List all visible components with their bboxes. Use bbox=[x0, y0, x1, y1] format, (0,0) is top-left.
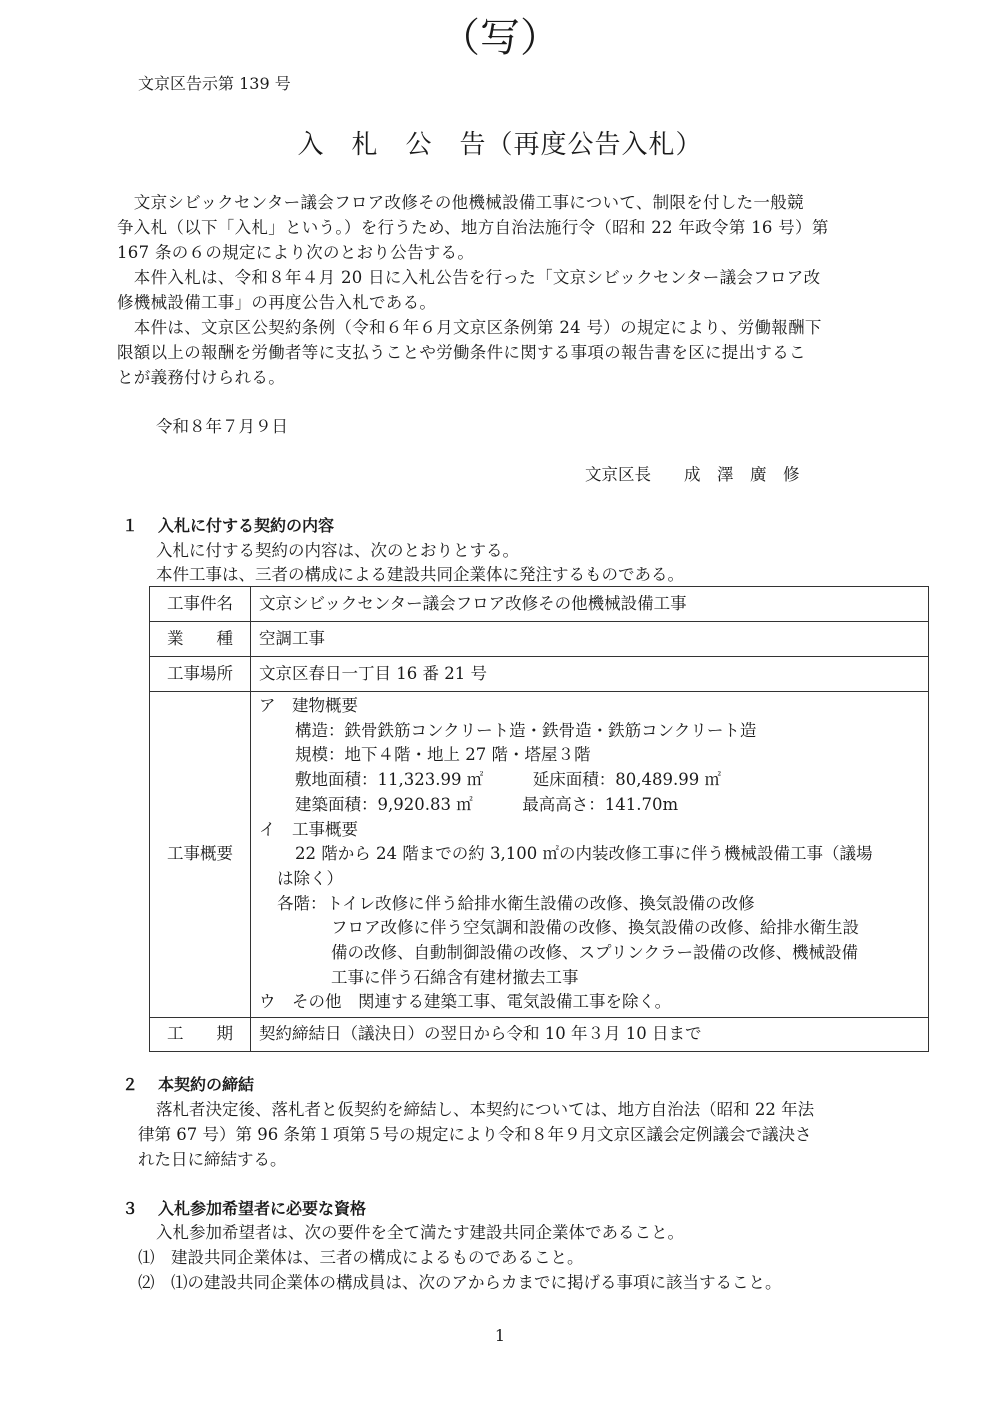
table-row bbox=[150, 622, 929, 657]
table-label: 業 種 bbox=[150, 622, 251, 657]
document-title: 入 札 公 告（再度公告入札） bbox=[297, 130, 703, 160]
overview-line: 備の改修、自動制御設備の改修、スプリンクラー設備の改修、機械設備 bbox=[331, 943, 859, 963]
table-row bbox=[150, 657, 929, 692]
overview-line: は除く） bbox=[277, 868, 343, 888]
section-1-line: 本件工事は、三者の構成による建設共同企業体に発注するものである。 bbox=[156, 565, 684, 584]
section-3-heading bbox=[122, 1196, 366, 1221]
intro-line: 本件は、文京区公契約条例（令和６年６月文京区条例第 24 号）の規定により、労働報酬下 bbox=[117, 318, 822, 337]
table-value: 文京区春日一丁目 16 番 21 号 bbox=[251, 657, 929, 692]
signature: 文京区長 成 澤 廣 修 bbox=[585, 465, 800, 484]
contract-table bbox=[149, 586, 929, 1052]
intro-line: 修機械設備工事」の再度公告入札である。 bbox=[117, 293, 437, 312]
section-2-line: 落札者決定後、落札者と仮契約を締結し、本契約については、地方自治法（昭和 22 年法 bbox=[156, 1100, 815, 1119]
intro-line: 限額以上の報酬を労働者等に支払うことや労働条件に関する事項の報告書を区に提出するこ bbox=[117, 343, 806, 362]
section-title: 入札に付する契約の内容 bbox=[158, 516, 335, 535]
section-2-line: 律第 67 号）第 96 条第１項第５号の規定により令和８年９月文京区議会定例議会で議決さ bbox=[138, 1125, 812, 1144]
overview-line: 構造：鉄骨鉄筋コンクリート造・鉄骨造・鉄筋コンクリート造 bbox=[295, 720, 757, 740]
section-3-item: ⑵ ⑴の建設共同企業体の構成員は、次のアからカまでに掲げる事項に該当すること。 bbox=[138, 1273, 782, 1292]
overview-line: 規模：地下４階・地上 27 階・塔屋３階 bbox=[295, 745, 591, 765]
table-label: 工事概要 bbox=[150, 692, 251, 1018]
section-3-item: ⑴ 建設共同企業体は、三者の構成によるものであること。 bbox=[138, 1248, 584, 1267]
copy-stamp: （写） bbox=[440, 15, 560, 61]
table-label: 工事件名 bbox=[150, 587, 251, 622]
table-row bbox=[150, 1018, 929, 1052]
intro-line: とが義務付けられる。 bbox=[117, 368, 285, 387]
notice-number: 文京区告示第 139 号 bbox=[138, 74, 291, 93]
overview-line: 敷地面積：11,323.99 ㎡ 延床面積：80,489.99 ㎡ bbox=[295, 770, 721, 790]
intro-line: 167 条の６の規定により次のとおり公告する。 bbox=[117, 243, 475, 262]
section-1-line: 入札に付する契約の内容は、次のとおりとする。 bbox=[156, 541, 519, 560]
intro-line: 争入札（以下「入札」という。）を行うため、地方自治法施行令（昭和 22 年政令第 16 号）第 bbox=[117, 218, 829, 237]
intro-text bbox=[117, 190, 887, 390]
overview-line: ア 建物概要 bbox=[259, 696, 358, 715]
table-row bbox=[150, 692, 929, 1018]
overview-line: 工事に伴う石綿含有建材撤去工事 bbox=[331, 967, 579, 987]
overview-line: 各階：トイレ改修に伴う給排水衛生設備の改修、換気設備の改修 bbox=[277, 893, 755, 913]
overview-line: ウ その他 関連する建築工事、電気設備工事を除く。 bbox=[259, 992, 672, 1012]
notice-date: 令和８年７月９日 bbox=[156, 417, 288, 436]
table-value: 空調工事 bbox=[251, 622, 929, 657]
page-number: 1 bbox=[494, 1326, 506, 1345]
table-row bbox=[150, 587, 929, 622]
overview-line: 22 階から 24 階までの約 3,100 ㎡の内装改修工事に伴う機械設備工事（議場 bbox=[295, 844, 873, 864]
section-number: １ bbox=[122, 516, 139, 535]
intro-line: 文京シビックセンター議会フロア改修その他機械設備工事について、制限を付した一般競 bbox=[117, 193, 804, 212]
overview-line: イ 工事概要 bbox=[259, 819, 358, 839]
overview-line: フロア改修に伴う空気調和設備の改修、換気設備の改修、給排水衛生設 bbox=[331, 918, 859, 938]
section-2-heading bbox=[122, 1072, 254, 1097]
intro-line: 本件入札は、令和８年４月 20 日に入札公告を行った「文京シビックセンター議会フロア改 bbox=[117, 268, 821, 287]
section-title: 入札参加希望者に必要な資格 bbox=[158, 1199, 367, 1218]
section-number: ３ bbox=[122, 1199, 139, 1218]
section-3-lead: 入札参加希望者は、次の要件を全て満たす建設共同企業体であること。 bbox=[156, 1223, 684, 1242]
section-2-line: れた日に締結する。 bbox=[138, 1150, 287, 1169]
table-label: 工事場所 bbox=[150, 657, 251, 692]
section-1-heading bbox=[122, 513, 334, 538]
section-number: ２ bbox=[122, 1075, 139, 1094]
table-label: 工 期 bbox=[150, 1018, 251, 1052]
table-value: 契約締結日（議決日）の翌日から令和 10 年３月 10 日まで bbox=[251, 1018, 929, 1052]
table-value: 文京シビックセンター議会フロア改修その他機械設備工事 bbox=[251, 587, 929, 622]
overview-cell bbox=[251, 692, 929, 1018]
section-title: 本契約の締結 bbox=[158, 1075, 255, 1094]
overview-line: 建築面積：9,920.83 ㎡ 最高高さ：141.70m bbox=[295, 794, 679, 814]
